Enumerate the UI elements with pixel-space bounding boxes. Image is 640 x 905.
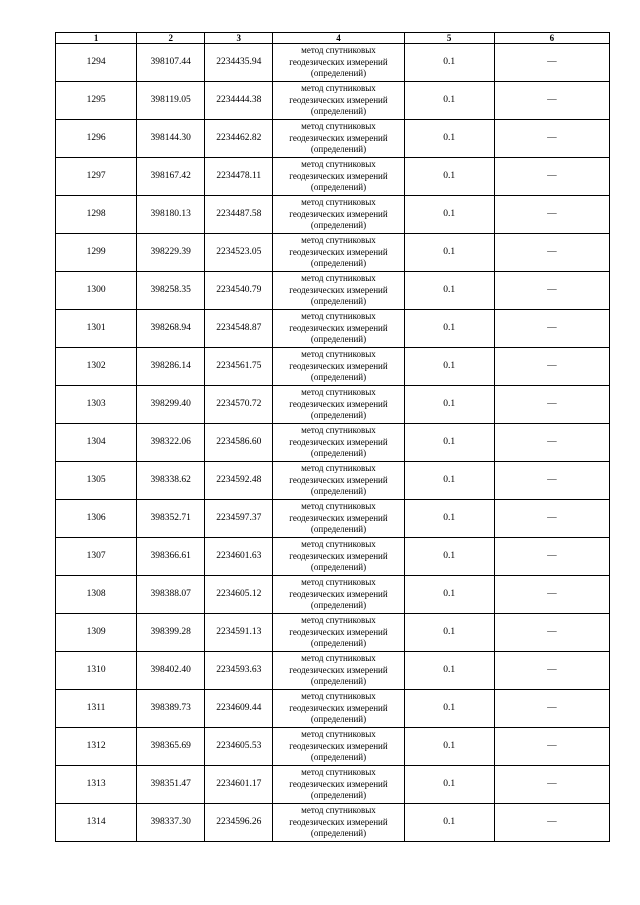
table-row: [56, 310, 610, 348]
method-cell: метод спутниковых геодезических измерений (определений): [273, 234, 404, 272]
table-row: [56, 766, 610, 804]
point-number-cell: 1296: [56, 120, 137, 158]
y-coordinate-cell: 2234596.26: [205, 804, 273, 842]
note-cell: —: [494, 614, 609, 652]
method-cell: метод спутниковых геодезических измерений (определений): [273, 690, 404, 728]
point-number-cell: 1304: [56, 424, 137, 462]
table-row: [56, 576, 610, 614]
point-number-cell: 1302: [56, 348, 137, 386]
precision-cell: 0.1: [404, 728, 494, 766]
y-coordinate-cell: 2234597.37: [205, 500, 273, 538]
table-row: [56, 386, 610, 424]
x-coordinate-cell: 398144.30: [137, 120, 205, 158]
point-number-cell: 1307: [56, 538, 137, 576]
y-coordinate-cell: 2234561.75: [205, 348, 273, 386]
column-header-3: 3: [205, 33, 273, 44]
point-number-cell: 1310: [56, 652, 137, 690]
table-row: [56, 500, 610, 538]
y-coordinate-cell: 2234609.44: [205, 690, 273, 728]
table-row: [56, 196, 610, 234]
method-cell: метод спутниковых геодезических измерений (определений): [273, 614, 404, 652]
point-number-cell: 1311: [56, 690, 137, 728]
precision-cell: 0.1: [404, 348, 494, 386]
x-coordinate-cell: 398286.14: [137, 348, 205, 386]
x-coordinate-cell: 398337.30: [137, 804, 205, 842]
precision-cell: 0.1: [404, 386, 494, 424]
precision-cell: 0.1: [404, 234, 494, 272]
point-number-cell: 1309: [56, 614, 137, 652]
method-cell: метод спутниковых геодезических измерений (определений): [273, 766, 404, 804]
x-coordinate-cell: 398399.28: [137, 614, 205, 652]
note-cell: —: [494, 386, 609, 424]
point-number-cell: 1295: [56, 82, 137, 120]
precision-cell: 0.1: [404, 196, 494, 234]
precision-cell: 0.1: [404, 804, 494, 842]
y-coordinate-cell: 2234601.17: [205, 766, 273, 804]
point-number-cell: 1297: [56, 158, 137, 196]
note-cell: —: [494, 234, 609, 272]
coordinates-table: [55, 32, 610, 842]
method-cell: метод спутниковых геодезических измерений (определений): [273, 386, 404, 424]
precision-cell: 0.1: [404, 500, 494, 538]
x-coordinate-cell: 398352.71: [137, 500, 205, 538]
precision-cell: 0.1: [404, 614, 494, 652]
y-coordinate-cell: 2234586.60: [205, 424, 273, 462]
table-row: [56, 728, 610, 766]
note-cell: —: [494, 690, 609, 728]
table-row: [56, 234, 610, 272]
table-row: [56, 424, 610, 462]
y-coordinate-cell: 2234540.79: [205, 272, 273, 310]
precision-cell: 0.1: [404, 310, 494, 348]
method-cell: метод спутниковых геодезических измерений (определений): [273, 538, 404, 576]
note-cell: —: [494, 462, 609, 500]
note-cell: —: [494, 652, 609, 690]
table-body: [56, 44, 610, 842]
x-coordinate-cell: 398388.07: [137, 576, 205, 614]
point-number-cell: 1312: [56, 728, 137, 766]
table-row: [56, 652, 610, 690]
method-cell: метод спутниковых геодезических измерений (определений): [273, 652, 404, 690]
x-coordinate-cell: 398107.44: [137, 44, 205, 82]
precision-cell: 0.1: [404, 158, 494, 196]
note-cell: —: [494, 82, 609, 120]
column-header-4: 4: [273, 33, 404, 44]
precision-cell: 0.1: [404, 424, 494, 462]
table-row: [56, 158, 610, 196]
method-cell: метод спутниковых геодезических измерений (определений): [273, 196, 404, 234]
precision-cell: 0.1: [404, 82, 494, 120]
method-cell: метод спутниковых геодезических измерений (определений): [273, 728, 404, 766]
point-number-cell: 1306: [56, 500, 137, 538]
x-coordinate-cell: 398229.39: [137, 234, 205, 272]
table-row: [56, 804, 610, 842]
point-number-cell: 1300: [56, 272, 137, 310]
y-coordinate-cell: 2234487.58: [205, 196, 273, 234]
x-coordinate-cell: 398167.42: [137, 158, 205, 196]
y-coordinate-cell: 2234570.72: [205, 386, 273, 424]
table-row: [56, 614, 610, 652]
x-coordinate-cell: 398119.05: [137, 82, 205, 120]
y-coordinate-cell: 2234523.05: [205, 234, 273, 272]
x-coordinate-cell: 398366.61: [137, 538, 205, 576]
point-number-cell: 1298: [56, 196, 137, 234]
table-row: [56, 272, 610, 310]
method-cell: метод спутниковых геодезических измерений (определений): [273, 82, 404, 120]
method-cell: метод спутниковых геодезических измерений (определений): [273, 462, 404, 500]
x-coordinate-cell: 398258.35: [137, 272, 205, 310]
column-header-1: 1: [56, 33, 137, 44]
note-cell: —: [494, 728, 609, 766]
table-row: [56, 82, 610, 120]
method-cell: метод спутниковых геодезических измерений (определений): [273, 120, 404, 158]
y-coordinate-cell: 2234592.48: [205, 462, 273, 500]
x-coordinate-cell: 398402.40: [137, 652, 205, 690]
method-cell: метод спутниковых геодезических измерений (определений): [273, 272, 404, 310]
table-row: [56, 538, 610, 576]
point-number-cell: 1305: [56, 462, 137, 500]
precision-cell: 0.1: [404, 272, 494, 310]
table-row: [56, 348, 610, 386]
y-coordinate-cell: 2234593.63: [205, 652, 273, 690]
note-cell: —: [494, 196, 609, 234]
method-cell: метод спутниковых геодезических измерений (определений): [273, 424, 404, 462]
table-row: [56, 690, 610, 728]
point-number-cell: 1303: [56, 386, 137, 424]
note-cell: —: [494, 44, 609, 82]
y-coordinate-cell: 2234601.63: [205, 538, 273, 576]
precision-cell: 0.1: [404, 576, 494, 614]
note-cell: —: [494, 272, 609, 310]
note-cell: —: [494, 158, 609, 196]
note-cell: —: [494, 804, 609, 842]
y-coordinate-cell: 2234462.82: [205, 120, 273, 158]
x-coordinate-cell: 398365.69: [137, 728, 205, 766]
y-coordinate-cell: 2234605.12: [205, 576, 273, 614]
point-number-cell: 1294: [56, 44, 137, 82]
note-cell: —: [494, 500, 609, 538]
method-cell: метод спутниковых геодезических измерений (определений): [273, 348, 404, 386]
y-coordinate-cell: 2234605.53: [205, 728, 273, 766]
method-cell: метод спутниковых геодезических измерений (определений): [273, 500, 404, 538]
method-cell: метод спутниковых геодезических измерений (определений): [273, 44, 404, 82]
precision-cell: 0.1: [404, 690, 494, 728]
precision-cell: 0.1: [404, 462, 494, 500]
y-coordinate-cell: 2234435.94: [205, 44, 273, 82]
column-header-6: 6: [494, 33, 609, 44]
x-coordinate-cell: 398180.13: [137, 196, 205, 234]
note-cell: —: [494, 538, 609, 576]
note-cell: —: [494, 310, 609, 348]
y-coordinate-cell: 2234444.38: [205, 82, 273, 120]
table-row: [56, 120, 610, 158]
column-header-2: 2: [137, 33, 205, 44]
note-cell: —: [494, 348, 609, 386]
x-coordinate-cell: 398338.62: [137, 462, 205, 500]
point-number-cell: 1313: [56, 766, 137, 804]
precision-cell: 0.1: [404, 44, 494, 82]
x-coordinate-cell: 398299.40: [137, 386, 205, 424]
method-cell: метод спутниковых геодезических измерений (определений): [273, 804, 404, 842]
method-cell: метод спутниковых геодезических измерений (определений): [273, 310, 404, 348]
note-cell: —: [494, 120, 609, 158]
x-coordinate-cell: 398268.94: [137, 310, 205, 348]
column-header-5: 5: [404, 33, 494, 44]
table-header-row: [56, 33, 610, 44]
point-number-cell: 1308: [56, 576, 137, 614]
precision-cell: 0.1: [404, 652, 494, 690]
point-number-cell: 1299: [56, 234, 137, 272]
table-row: [56, 44, 610, 82]
precision-cell: 0.1: [404, 120, 494, 158]
point-number-cell: 1314: [56, 804, 137, 842]
precision-cell: 0.1: [404, 538, 494, 576]
x-coordinate-cell: 398351.47: [137, 766, 205, 804]
y-coordinate-cell: 2234591.13: [205, 614, 273, 652]
table-row: [56, 462, 610, 500]
method-cell: метод спутниковых геодезических измерений (определений): [273, 158, 404, 196]
y-coordinate-cell: 2234548.87: [205, 310, 273, 348]
x-coordinate-cell: 398322.06: [137, 424, 205, 462]
note-cell: —: [494, 424, 609, 462]
y-coordinate-cell: 2234478.11: [205, 158, 273, 196]
note-cell: —: [494, 766, 609, 804]
precision-cell: 0.1: [404, 766, 494, 804]
note-cell: —: [494, 576, 609, 614]
point-number-cell: 1301: [56, 310, 137, 348]
x-coordinate-cell: 398389.73: [137, 690, 205, 728]
method-cell: метод спутниковых геодезических измерений (определений): [273, 576, 404, 614]
